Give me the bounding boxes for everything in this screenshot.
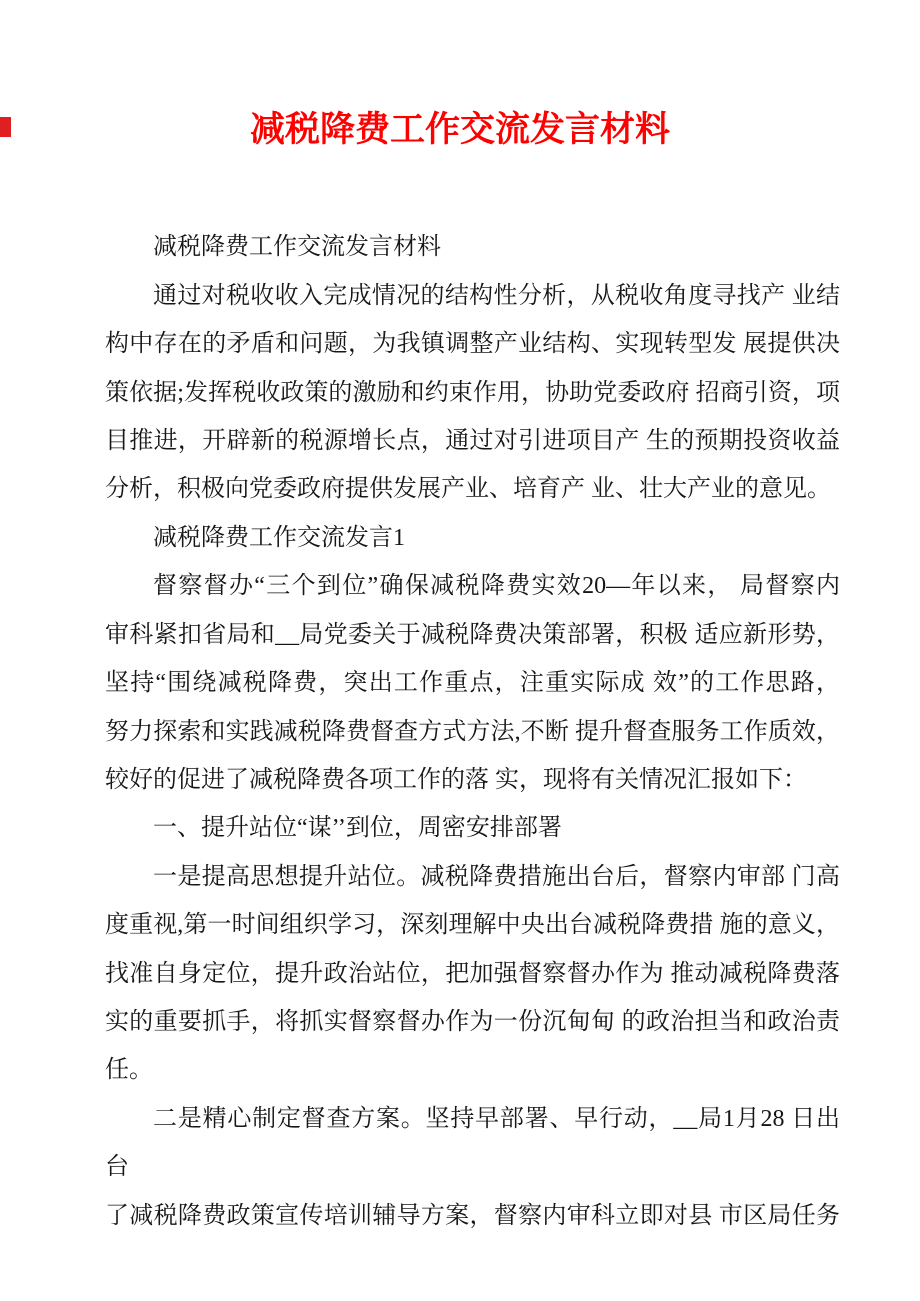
- text-line: 实的重要抓手，将抓实督察督办作为一份沉甸甸 的政治担当和政治责: [105, 1008, 840, 1035]
- text-line: 坚持“围绕减税降费，突出工作重点，注重实际成 效”的工作思路，: [105, 670, 840, 697]
- red-edge-marker: [0, 117, 11, 137]
- text-line: 目推进，开辟新的税源增长点，通过对引进项目产 生的预期投资收益: [105, 428, 840, 455]
- text-line: 找准自身定位，提升政治站位，把加强督察督办作为 推动减税降费落: [105, 960, 840, 987]
- text-line: 策依据;发挥税收政策的激励和约束作用，协助党委政府 招商引资，项: [105, 379, 840, 406]
- text-line: 较好的促进了减税降费各项工作的落 实，现将有关情况汇报如下：: [105, 766, 807, 793]
- text-line: 度重视,第一时间组织学习，深刻理解中央出台减税降费措 施的意义，: [105, 912, 840, 939]
- subtitle-line: 减税降费工作交流发言1: [153, 524, 405, 551]
- text-line: 构中存在的矛盾和问题，为我镇调整产业结构、实现转型发 展提供决: [105, 331, 840, 358]
- text-line: 努力探索和实践减税降费督查方式方法,不断 提升督查服务工作质效，: [105, 718, 840, 745]
- text-line: 督察督办“三个到位”确保减税降费实效20—年以来， 局督察内: [153, 573, 840, 600]
- text-line: 分析，积极向党委政府提供发展产业、培育产 业、壮大产业的意见。: [105, 476, 831, 503]
- section-heading-line: 一、提升站位“谋’’到位，周密安排部署: [153, 815, 562, 842]
- text-line: 通过对税收收入完成情况的结构性分析，从税收角度寻找产 业结: [153, 282, 840, 309]
- document-body: [105, 223, 840, 1240]
- text-line: 任。: [105, 1057, 153, 1084]
- text-line: 一是提高思想提升站位。减税降费措施出台后，督察内审部 门高: [153, 863, 840, 890]
- text-line: 减税降费工作交流发言材料: [153, 234, 441, 261]
- text-line: 了减税降费政策宣传培训辅导方案，督察内审科立即对县 市区局任务: [105, 1202, 840, 1229]
- page-title: 减税降费工作交流发言材料: [249, 110, 670, 150]
- text-line: 审科紧扣省局和__局党委关于减税降费决策部署，积极 适应新形势，: [105, 621, 840, 648]
- text-line: 二是精心制定督查方案。坚持早部署、早行动，__局1月28 日出台: [105, 1105, 840, 1181]
